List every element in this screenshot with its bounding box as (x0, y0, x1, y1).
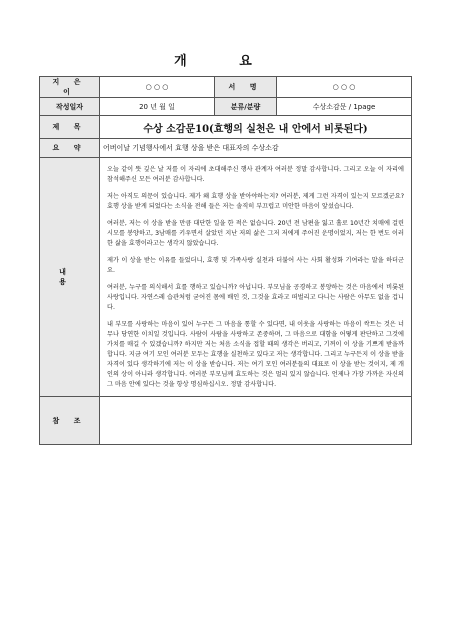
content-paragraph-4: 제가 이 상을 받는 이유를 들었더니, 효행 및 가족사랑 실천과 더불어 사는 사회 활성화 기여라는 말을 하더군요. (107, 257, 404, 274)
subject-label: 제 목 (40, 116, 100, 139)
content-paragraph-6: 내 부모를 사랑하는 마음이 있어 누구든 그 마음을 통할 수 있다면, 내 이웃을 사랑하는 마음이 싹트는 것은 너무나 당연한 이치일 것입니다. 사람이 사람을 사랑하고 존중하며, 그 마음으로 대함을 어떻게 판단하고 그것에 가치를 매길 수 있겠습니까? 하지만 저는 처음 소식을 접할 때의 생각은 버리고, 기꺼이 이 상을 기쁘게 받을까합니다. 지금 여기 모인 여러분 모두는 효행을 실천하고 있다고 저는 생각합니다. 그리고 누구든지 이 상을 받을 자격이 있다 생각하기에 저는 이 상을 받습니다. 저는 여기 모인 여러분들의 대표로 이 상을 받는 것이지, 제 개인의 상이 아니라 생각합니다. 여러분 부모님께 효도하는 것은 멀리 있지 않습니다. 언제나 가장 가까운 자신의 그 마음 안에 있다는 것을 항상 명심하십시오. 정말 감사합니다. (107, 321, 404, 388)
category-value[interactable]: 수상소감문 / 1page (277, 98, 412, 116)
overview-table (39, 76, 412, 445)
author-row (40, 77, 412, 98)
content-row (40, 158, 412, 397)
subject-value[interactable]: 수상 소감문10(효행의 실천은 내 안에서 비롯된다) (100, 116, 412, 139)
author-label: 지 은 이 (40, 77, 100, 98)
signature-label: 서 명 (215, 77, 277, 98)
signature-value[interactable]: ○ ○ ○ (277, 77, 412, 98)
date-value[interactable]: 20 년 월 일 (100, 98, 215, 116)
page-title: 개 요 (174, 54, 276, 69)
content-paragraph-5: 여러분, 누구를 의식해서 효를 행하고 있습니까? 아닙니다. 부모님을 공경하고 봉양하는 것은 마음에서 비롯된 사랑입니다. 자연스레 습관처럼 굳어진 몸에 배인 것, 그것을 효라고 떠벌리고 다니는 사람은 아무도 없을 겁니다. (107, 284, 404, 311)
author-value[interactable]: ○ ○ ○ (100, 77, 215, 98)
reference-row (40, 397, 412, 445)
summary-row (40, 139, 412, 158)
summary-value[interactable]: 어버이날 기념행사에서 효행 상을 받은 대표자의 수상소감 (100, 139, 412, 158)
subject-row (40, 116, 412, 139)
summary-label: 요 약 (40, 139, 100, 158)
content-paragraph-1: 오늘 같이 뜻 깊은 날 저를 이 자리에 초대해주신 행사 관계자 여러분 정말 감사합니다. 그리고 오늘 이 자리에 참석해주신 모든 여러분 감사합니다. (107, 166, 404, 183)
content-paragraph-3: 여러분, 저는 이 상을 받을 만큼 대단한 일을 한 적은 없습니다. 20년 전 남편을 잃고 홀로 10년간 치매에 걸린 시모를 봉양하고, 3남매를 키우면서 살았던 지난 저의 삶은 그저 저에게 주어진 운명이었지, 저는 한 번도 이러한 삶을 효행이라고는 생각지 않았습니다. (107, 220, 404, 247)
date-label: 작성일자 (40, 98, 100, 116)
content-paragraph-2: 저는 아직도 의문이 있습니다. 제가 왜 효행 상을 받아야하는지? 여러분, 제게 그런 자격이 있는지 모르겠군요? 효행 상을 받게 되었다는 소식을 전해 들은 저는 솔직히 부끄럽고 미안한 마음이 앞섰습니다. (107, 193, 404, 210)
content-body[interactable] (100, 158, 412, 397)
reference-value[interactable] (100, 397, 412, 445)
content-label: 내 용 (40, 158, 100, 397)
category-label: 분류/분량 (215, 98, 277, 116)
date-row (40, 98, 412, 116)
reference-label: 참 조 (40, 397, 100, 445)
